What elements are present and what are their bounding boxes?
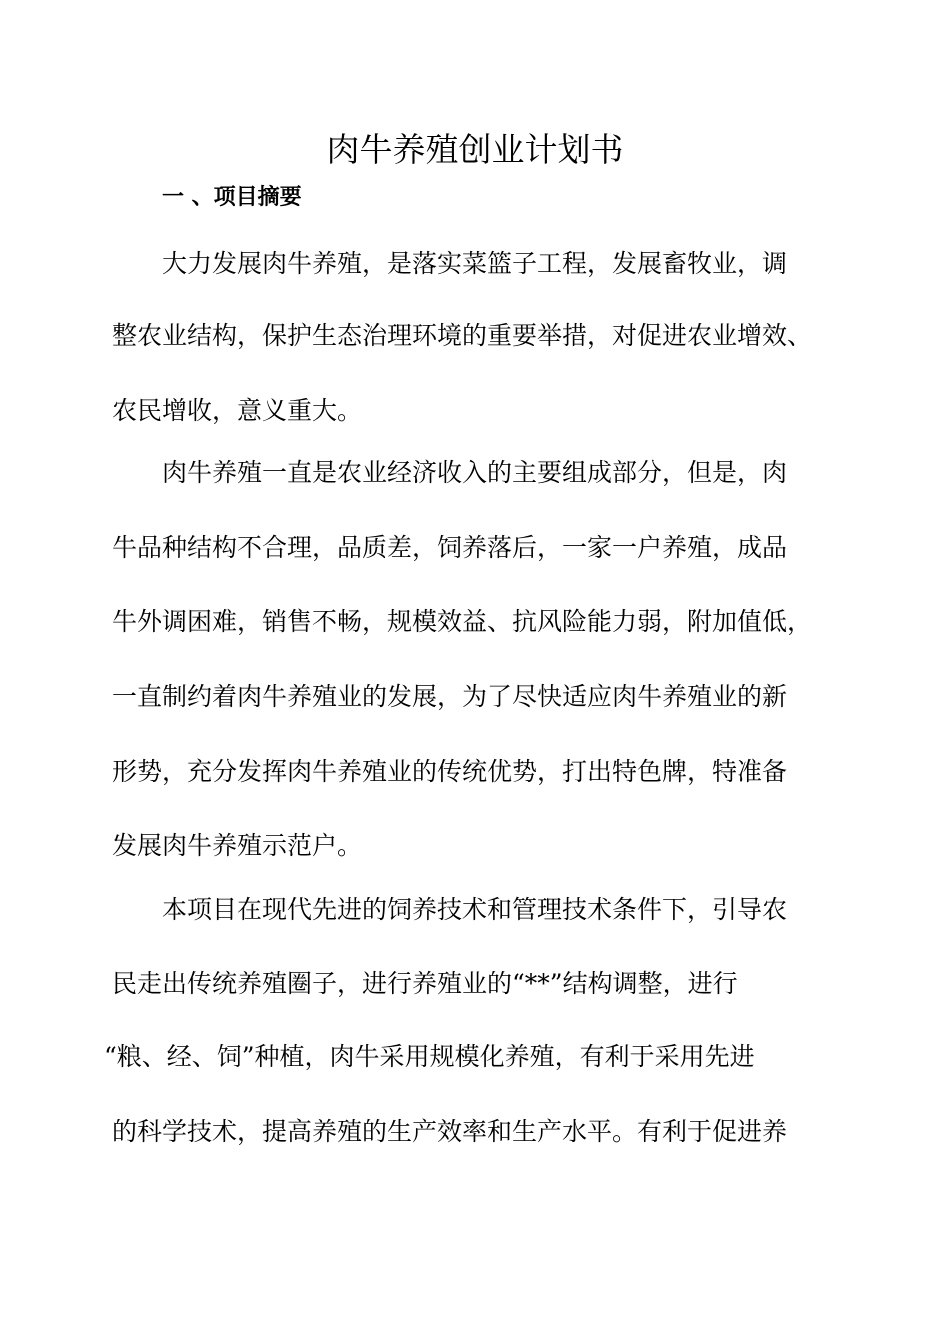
- paragraph-line: 本项目在现代先进的饲养技术和管理技术条件下，引导农: [162, 895, 788, 924]
- paragraph-line: 整农业结构，保护生态治理环境的重要举措，对促进农业增效、: [112, 321, 813, 350]
- paragraph-line: 肉牛养殖一直是农业经济收入的主要组成部分，但是，肉: [162, 458, 788, 487]
- paragraph-line: 的科学技术，提高养殖的生产效率和生产水平。有利于促进养: [112, 1117, 788, 1146]
- paragraph-line: 牛品种结构不合理，品质差，饲养落后，一家一户养殖，成品: [112, 533, 788, 562]
- paragraph-line: 民走出传统养殖圈子，进行养殖业的“**”结构调整，进行: [112, 969, 738, 998]
- section-heading-summary: 一 、项目摘要: [162, 185, 302, 210]
- paragraph-line: 大力发展肉牛养殖，是落实菜篮子工程，发展畜牧业，调: [162, 249, 788, 278]
- paragraph-line: 一直制约着肉牛养殖业的发展，为了尽快适应肉牛养殖业的新: [112, 682, 788, 711]
- document-title: 肉牛养殖创业计划书: [326, 130, 624, 169]
- paragraph-line: 牛外调困难，销售不畅，规模效益、抗风险能力弱，附加值低，: [112, 607, 813, 636]
- paragraph-line: 发展肉牛养殖示范户。: [112, 831, 363, 860]
- paragraph-line: 形势，充分发挥肉牛养殖业的传统优势，打出特色牌，特准备: [112, 757, 788, 786]
- paragraph-line: 农民增收，意义重大。: [112, 396, 363, 425]
- paragraph-line: “粮、经、饲”种植，肉牛采用规模化养殖，有利于采用先进: [104, 1042, 755, 1071]
